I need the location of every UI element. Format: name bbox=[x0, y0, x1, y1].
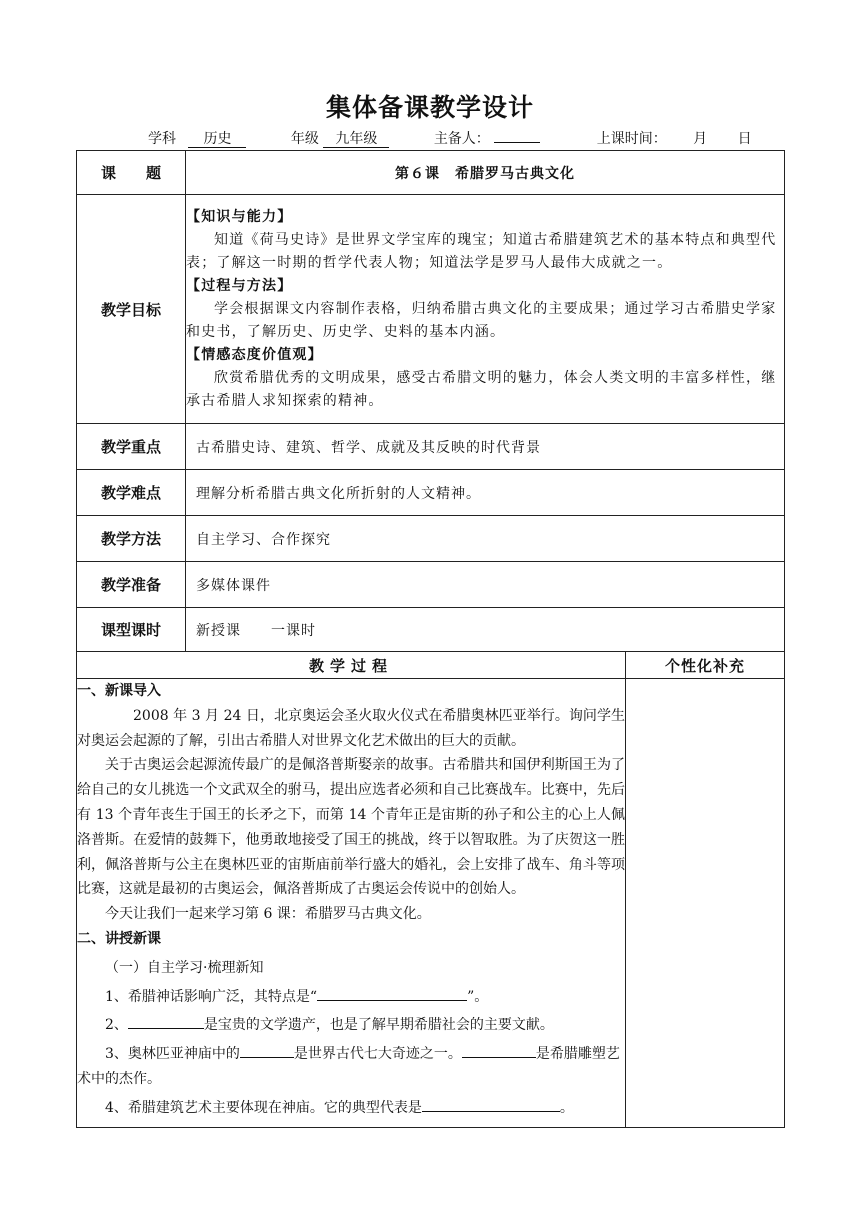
process-header: 教学过程 bbox=[77, 652, 626, 679]
type-label: 课型课时 bbox=[77, 608, 186, 652]
method-value: 自主学习、合作探究 bbox=[186, 516, 785, 562]
question-1-end: ”。 bbox=[467, 988, 489, 1005]
process-header-row bbox=[77, 652, 785, 679]
goals-row bbox=[77, 195, 785, 424]
info-table bbox=[76, 150, 785, 652]
topic-label: 课 题 bbox=[77, 151, 186, 195]
question-3-mid: 是世界古代七大奇迹之一。 bbox=[293, 1046, 462, 1063]
difficulty-value: 理解分析希腊古典文化所折射的人文精神。 bbox=[186, 470, 785, 516]
question-1-blank[interactable] bbox=[317, 986, 467, 1001]
goals-heading-knowledge: 【知识与能力】 bbox=[186, 208, 293, 225]
goals-content bbox=[186, 195, 785, 424]
goals-heading-attitude: 【情感态度价值观】 bbox=[186, 346, 323, 363]
prep-label: 教学准备 bbox=[77, 562, 186, 608]
prep-row bbox=[77, 562, 785, 608]
day-label: 日 bbox=[737, 131, 752, 147]
section-intro-title: 一、新课导入 bbox=[77, 683, 161, 699]
preparer-label: 主备人： bbox=[433, 131, 490, 147]
question-2 bbox=[77, 1013, 625, 1038]
personal-header: 个性化补充 bbox=[626, 652, 785, 679]
page-title: 集体备课教学设计 bbox=[325, 93, 534, 122]
teach-subheading: （一）自主学习·梳理新知 bbox=[105, 959, 264, 976]
grade-value: 九年级 bbox=[323, 131, 389, 148]
month-label: 月 bbox=[693, 131, 708, 147]
section-teach-title: 二、讲授新课 bbox=[77, 930, 161, 947]
type-value: 新授课 一课时 bbox=[186, 608, 785, 652]
topic-value: 第６课 希腊罗马古典文化 bbox=[186, 151, 785, 195]
question-1-text: 1、希腊神话影响广泛，其特点是“ bbox=[105, 988, 318, 1005]
meta-line bbox=[148, 128, 768, 148]
key-value: 古希腊史诗、建筑、哲学、成就及其反映的时代背景 bbox=[186, 424, 785, 470]
question-4-text: 4、希腊建筑艺术主要体现在神庙。它的典型代表是 bbox=[105, 1099, 422, 1116]
subject-value: 历史 bbox=[188, 131, 246, 148]
personal-column[interactable] bbox=[626, 679, 785, 1128]
time-label: 上课时间： bbox=[596, 131, 667, 147]
question-3-text: 3、奥林匹亚神庙中的 bbox=[105, 1046, 240, 1063]
grade-label: 年级 bbox=[290, 131, 319, 147]
type-row bbox=[77, 608, 785, 652]
method-row bbox=[77, 516, 785, 562]
goals-heading-process: 【过程与方法】 bbox=[186, 277, 293, 294]
prep-value: 多媒体课件 bbox=[186, 562, 785, 608]
subject-label: 学科 bbox=[148, 131, 176, 147]
process-table bbox=[76, 651, 785, 1128]
goals-text-attitude: 欣赏希腊优秀的文明成果，感受古希腊文明的魅力，体会人类文明的丰富多样性，继承古希腊人求知探索的精神。 bbox=[186, 369, 777, 409]
process-body-row bbox=[77, 679, 785, 1128]
goals-text-process: 学会根据课文内容制作表格，归纳希腊古典文化的主要成果；通过学习古希腊史学家和史书，了解历史、历史学、史料的基本内涵。 bbox=[186, 300, 777, 340]
difficulty-label: 教学难点 bbox=[77, 470, 186, 516]
intro-paragraph-3: 今天让我们一起来学习第 6 课：希腊罗马古典文化。 bbox=[105, 906, 431, 923]
preparer-value bbox=[494, 142, 540, 143]
intro-paragraph-1: 2008 年 3 月 24 日，北京奥运会圣火取火仪式在希腊奥林匹亚举行。询问学生对奥运会起源的了解，引出古希腊人对世界文化艺术做出的巨大的贡献。 bbox=[77, 707, 625, 749]
topic-row bbox=[77, 151, 785, 195]
intro-paragraph-2: 关于古奥运会起源流传最广的是佩洛普斯娶亲的故事。古希腊共和国伊利斯国王为了给自己的女儿挑选一个文武双全的驸马，提出应选者必须和自己比赛战车。比赛中，先后有 13 个青年丧生于国王的长矛之下，而第 14 个青年正是宙斯的孙子和公主的心上人佩洛普斯。在爱情的鼓舞下，他勇敢地接受了国王的挑战，终于以智取胜。为了庆贺这一胜利，佩洛普斯与公主在奥林匹亚的宙斯庙前举行盛大的婚礼，会上安排了战车、角斗等项比赛，这就是最初的古奥运会，佩洛普斯成了古奥运会传说中的创始人。 bbox=[77, 757, 625, 898]
goals-label: 教学目标 bbox=[77, 195, 186, 424]
key-row bbox=[77, 424, 785, 470]
question-2-number: 2、 bbox=[105, 1017, 128, 1034]
question-3-blank-2[interactable] bbox=[462, 1043, 536, 1058]
question-3-blank-1[interactable] bbox=[240, 1043, 294, 1058]
process-content bbox=[77, 679, 626, 1128]
question-1 bbox=[77, 985, 625, 1010]
question-2-blank[interactable] bbox=[128, 1014, 204, 1029]
question-4-end: 。 bbox=[559, 1099, 574, 1116]
method-label: 教学方法 bbox=[77, 516, 186, 562]
goals-text-knowledge: 知道《荷马史诗》是世界文学宝库的瑰宝；知道古希腊建筑艺术的基本特点和典型代表；了解这一时期的哲学代表人物；知道法学是罗马人最伟大成就之一。 bbox=[186, 231, 777, 271]
key-label: 教学重点 bbox=[77, 424, 186, 470]
difficulty-row bbox=[77, 470, 785, 516]
question-3-end: 是希腊雕塑艺术中的杰作。 bbox=[77, 1046, 620, 1087]
question-4 bbox=[77, 1096, 625, 1121]
question-2-text: 是宝贵的文学遗产，也是了解早期希腊社会的主要文献。 bbox=[203, 1017, 554, 1034]
question-3 bbox=[77, 1042, 625, 1092]
question-4-blank[interactable] bbox=[422, 1097, 560, 1112]
